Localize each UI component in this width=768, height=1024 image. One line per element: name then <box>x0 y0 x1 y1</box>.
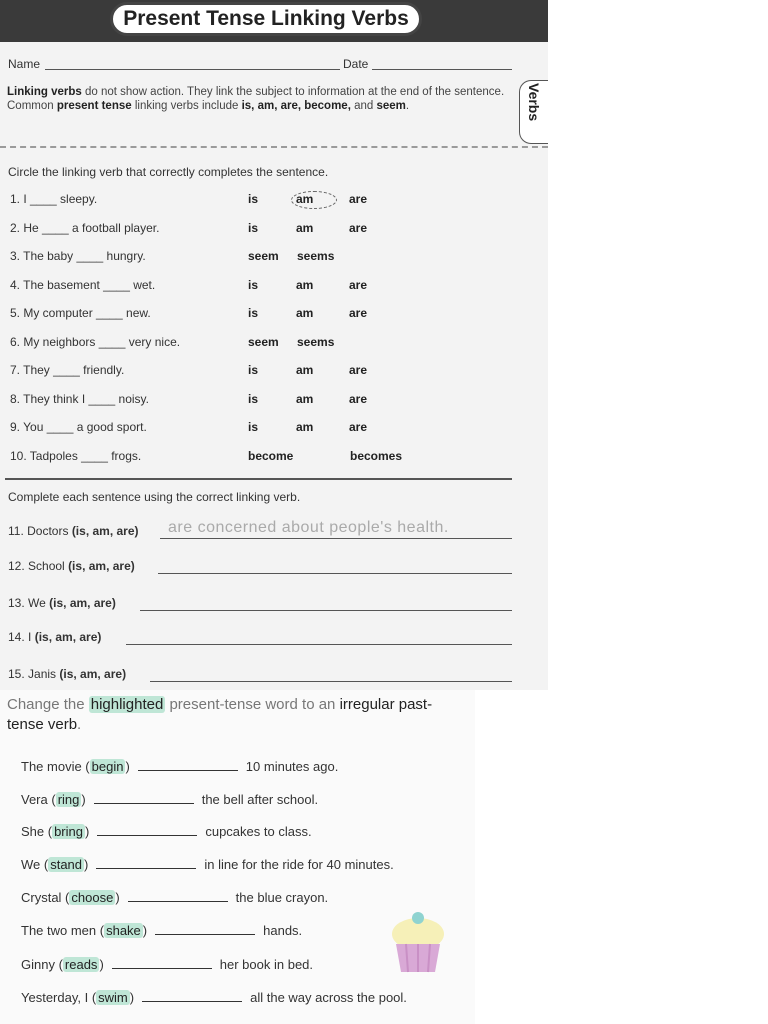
highlighted-verb: stand <box>50 857 83 872</box>
answer-blank[interactable] <box>97 823 197 836</box>
answer-blank[interactable] <box>138 758 238 771</box>
answer-blank[interactable] <box>96 856 196 869</box>
question-text: 3. The baby ____ hungry. <box>10 249 146 263</box>
date-label: Date <box>343 57 369 71</box>
answer-option[interactable]: are <box>349 306 368 320</box>
irregular-verb-item: Ginny ( reads ) her book in bed. <box>21 957 314 972</box>
answer-line[interactable] <box>150 681 512 682</box>
answer-option[interactable]: is <box>248 278 259 292</box>
sentence-prompt: 11. Doctors (is, am, are) <box>8 524 139 538</box>
answer-option[interactable]: is <box>248 221 259 235</box>
highlighted-verb: reads <box>64 957 98 972</box>
question-text: 5. My computer ____ new. <box>10 306 151 320</box>
sentence-prompt: 12. School (is, am, are) <box>8 559 135 573</box>
answer-option[interactable]: are <box>349 221 368 235</box>
answer-option[interactable]: am <box>296 192 314 206</box>
answer-option[interactable]: are <box>349 278 368 292</box>
answer-option[interactable]: am <box>296 306 314 320</box>
answer-blank[interactable] <box>155 922 255 935</box>
sentence-prompt: 14. I (is, am, are) <box>8 630 102 644</box>
cupcake-icon <box>388 910 448 975</box>
irregular-verb-item: She ( bring ) cupcakes to class. <box>21 824 312 839</box>
question-text: 4. The basement ____ wet. <box>10 278 156 292</box>
highlighted-verb: ring <box>57 792 80 807</box>
question-text: 10. Tadpoles ____ frogs. <box>10 449 142 463</box>
answer-option[interactable]: is <box>248 192 259 206</box>
question-text: 6. My neighbors ____ very nice. <box>10 335 181 349</box>
highlighted-verb: bring <box>54 824 83 839</box>
answer-line[interactable] <box>160 538 512 539</box>
highlighted-verb: shake <box>106 923 141 938</box>
answer-option[interactable]: am <box>296 363 314 377</box>
irregular-verb-item: Vera ( ring ) the bell after school. <box>21 792 319 807</box>
answer-option[interactable]: are <box>349 392 368 406</box>
answer-option[interactable]: are <box>349 420 368 434</box>
irregular-verb-item: Crystal ( choose ) the blue crayon. <box>21 890 329 905</box>
part2-instruction: Complete each sentence using the correct linking verb. <box>8 490 301 504</box>
question-text: 8. They think I ____ noisy. <box>10 392 149 406</box>
answer-option[interactable]: seems <box>297 335 335 349</box>
answer-option[interactable]: is <box>248 306 259 320</box>
answer-option[interactable]: seem <box>248 249 279 263</box>
answer-option[interactable]: is <box>248 363 259 377</box>
part1-instruction: Circle the linking verb that correctly completes the sentence. <box>8 165 329 179</box>
dashed-divider <box>0 146 548 148</box>
answer-line[interactable] <box>140 610 512 611</box>
irregular-verb-item: The two men ( shake ) hands. <box>21 923 303 938</box>
highlighted-verb: choose <box>71 890 114 905</box>
answer-option[interactable]: am <box>296 392 314 406</box>
answer-option[interactable]: is <box>248 420 259 434</box>
sentence-prompt: 15. Janis (is, am, are) <box>8 667 127 681</box>
answer-option[interactable]: am <box>296 420 314 434</box>
question-text: 2. He ____ a football player. <box>10 221 160 235</box>
answer-blank[interactable] <box>112 956 212 969</box>
date-field[interactable] <box>372 69 512 70</box>
answer-option[interactable]: are <box>349 363 368 377</box>
answer-option[interactable]: is <box>248 392 259 406</box>
answer-blank[interactable] <box>94 791 194 804</box>
highlighted-verb: begin <box>91 759 124 774</box>
question-text: 9. You ____ a good sport. <box>10 420 147 434</box>
irregular-verb-item: The movie ( begin ) 10 minutes ago. <box>21 759 339 774</box>
verbs-side-tab: Verbs <box>519 80 548 144</box>
answer-option[interactable]: are <box>349 192 368 206</box>
name-label: Name <box>8 57 41 71</box>
example-answer-trace: are concerned about people's health. <box>168 519 449 536</box>
answer-blank[interactable] <box>128 889 228 902</box>
section-divider <box>5 478 512 480</box>
answer-option[interactable]: becomes <box>350 449 403 463</box>
question-text: 1. I ____ sleepy. <box>10 192 98 206</box>
highlighted-verb: swim <box>98 990 128 1005</box>
answer-option[interactable]: seem <box>248 335 279 349</box>
intro-paragraph: Linking verbs do not show action. They link the subject to information at the end of the sentence. Common present tense linking verbs include is, am, are, become, and seem. <box>7 86 505 112</box>
irregular-verb-item: We ( stand ) in line for the ride for 40 minutes. <box>21 857 394 872</box>
answer-option[interactable]: seems <box>297 249 335 263</box>
answer-blank[interactable] <box>142 989 242 1002</box>
answer-circle <box>291 191 337 209</box>
name-field[interactable] <box>45 69 340 70</box>
answer-option[interactable]: am <box>296 278 314 292</box>
question-text: 7. They ____ friendly. <box>10 363 125 377</box>
sentence-prompt: 13. We (is, am, are) <box>8 596 116 610</box>
answer-option[interactable]: am <box>296 221 314 235</box>
irregular-verb-item: Yesterday, I ( swim ) all the way across the pool. <box>21 990 407 1005</box>
answer-option[interactable]: become <box>248 449 294 463</box>
answer-line[interactable] <box>126 644 512 645</box>
answer-line[interactable] <box>158 573 512 574</box>
worksheet-title: Present Tense Linking Verbs <box>110 2 422 36</box>
part3-instruction: Change the highlighted present-tense word to an irregular past-tense verb. <box>7 696 433 733</box>
